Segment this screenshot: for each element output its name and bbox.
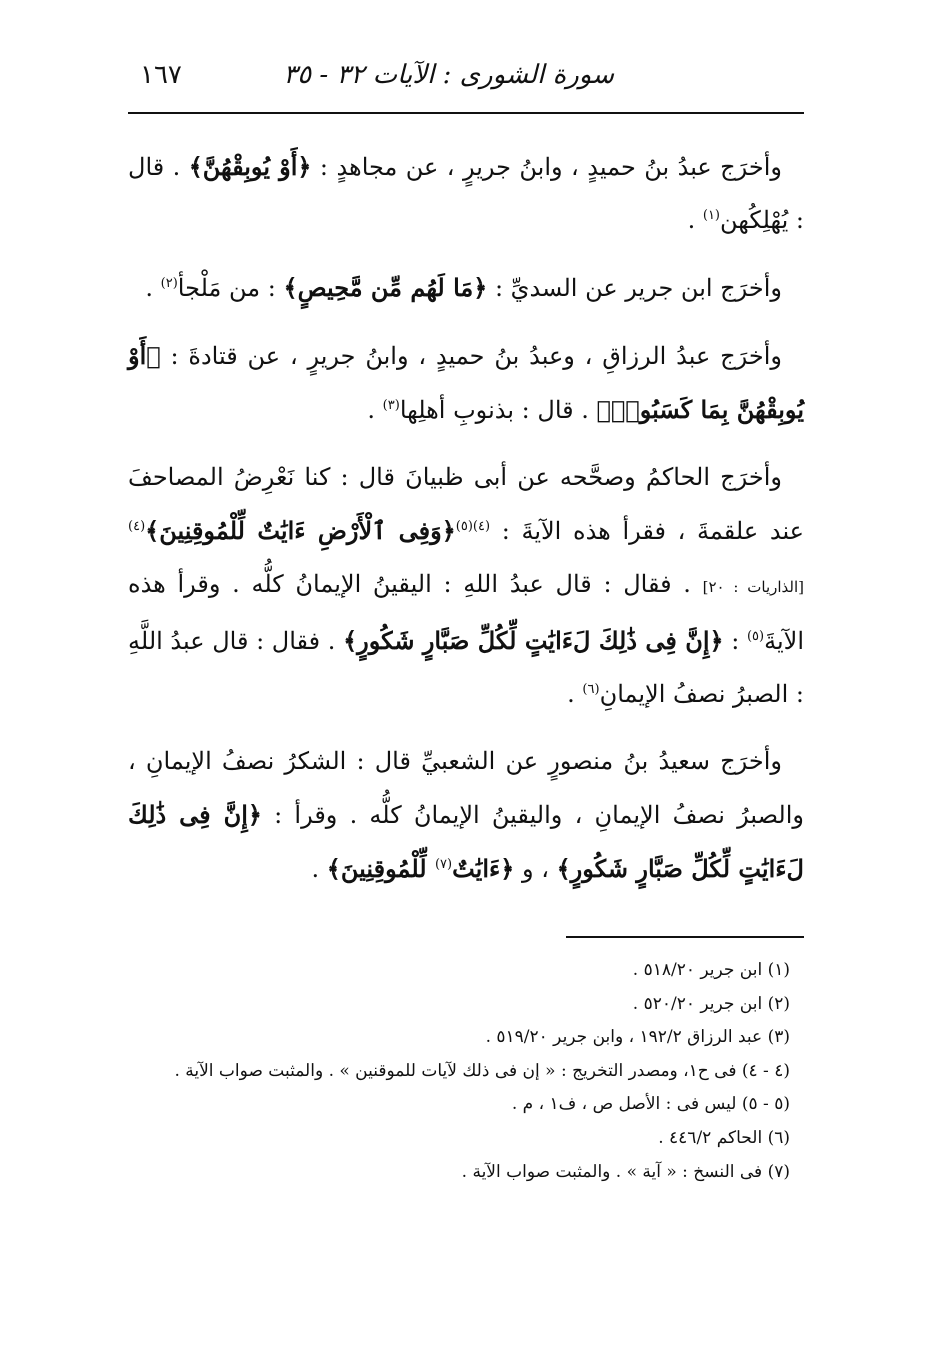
text-run: . bbox=[567, 680, 583, 708]
text-run: وأخرَج سعيدُ بنُ منصورٍ عن الشعبيِّ قال : الشكرُ نصفُ الإيمانِ ، والصبرُ نصفُ الإيمانِ ، واليقينُ الإيمانُ كلُّه . وقرأ : bbox=[128, 747, 804, 829]
footnote-5: (٥ - ٥) ليس فى : الأصل ص ، ف١ ، م . bbox=[511, 1094, 790, 1115]
text-run: وأخرَج الحاكمُ وصحَّحه عن أبى ظبيانَ قال : كنا نَعْرِضُ المصاحفَ عند علقمةَ ، فقرأ هذه الآيةَ : bbox=[128, 463, 805, 545]
text-run: : bbox=[723, 627, 747, 655]
footnote-1: (١) ابن جرير ٥١٨/٢٠ . bbox=[632, 960, 790, 980]
header-rule bbox=[128, 112, 804, 114]
text-run: . فقال : قال عبدُ اللهِ : اليقينُ الإيمانُ كلُّه . وقرأ هذه الآيةَ bbox=[128, 570, 805, 655]
footnote-marker: (٢) bbox=[160, 276, 178, 291]
footnote-rule bbox=[566, 936, 804, 938]
text-run: . فقال : قال عبدُ اللَّهِ : الصبرُ نصفُ الإيمانِ bbox=[128, 627, 804, 708]
text-run: وأخرَج عبدُ بنُ حميدٍ ، وابنُ جريرٍ ، عن مجاهدٍ : bbox=[311, 153, 783, 181]
text-run: . bbox=[687, 206, 703, 234]
text-run: . bbox=[367, 396, 383, 424]
footnote-7: (٧) فى النسخ : « آية » . والمثبت صواب الآية . bbox=[461, 1161, 790, 1182]
verse-reference: [الذاريات : ٢٠] bbox=[702, 578, 804, 596]
footnote-6: (٦) الحاكم ٤٤٦/٢ . bbox=[658, 1127, 790, 1148]
quran-quote: ﴿ءَايَٰتٌ bbox=[452, 854, 515, 883]
quran-quote: ﴿مَا لَهُم مِّن مَّحِيصٍ﴾ bbox=[283, 273, 488, 302]
quran-quote: ﴿أَوْ يُوبِقْهُنَّ بِمَا كَسَبُوا۟﴾ bbox=[128, 341, 804, 424]
footnote-marker: (٤) bbox=[128, 519, 146, 534]
text-run: وأخرَج عبدُ الرزاقِ ، وعبدُ بنُ حميدٍ ، وابنُ جريرٍ ، عن قتادةَ : bbox=[160, 342, 782, 370]
paragraph-2 bbox=[128, 261, 804, 315]
footnote-marker: (٧) bbox=[434, 857, 453, 872]
text-run: . bbox=[311, 855, 327, 883]
footnote-4: (٤ - ٤) فى ح١، ومصدر التخريج : « إن فى ذلك لآيات للموقنين » . والمثبت صواب الآية . bbox=[174, 1060, 790, 1081]
text-run: وأخرَج ابن جرير عن السديِّ : bbox=[487, 274, 782, 302]
quran-quote: ﴿إِنَّ فِى ذَٰلِكَ لَءَايَٰتٍ لِّكُلِّ صَبَّارٍ شَكُورٍ﴾ bbox=[343, 626, 724, 655]
footnote-marker: (٥) bbox=[455, 519, 473, 534]
footnote-marker: (٤) bbox=[472, 519, 491, 534]
running-header bbox=[128, 54, 804, 102]
page-number: ١٦٧ bbox=[140, 60, 182, 90]
paragraph-3 bbox=[128, 329, 804, 437]
quran-quote: ﴿وَفِى ٱلْأَرْضِ ءَايَٰتٌ لِّلْمُوقِنِينَ﴾ bbox=[145, 516, 456, 545]
quran-quote: ﴿أَوْ يُوبِقْهُنَّ﴾ bbox=[188, 152, 312, 181]
footnote-marker: (٣) bbox=[382, 398, 400, 413]
footnote-marker: (٥) bbox=[746, 629, 765, 644]
text-run: . قال : بذنوبِ أهلِها bbox=[399, 396, 597, 424]
paragraph-4 bbox=[128, 451, 804, 721]
quran-quote: ﴿إِنَّ فِى ذَٰلِكَ لَءَايَٰتٍ لِّكُلِّ صَبَّارٍ شَكُورٍ﴾ bbox=[128, 800, 804, 883]
quran-quote: لِّلْمُوقِنِينَ﴾ bbox=[326, 854, 435, 883]
text-run: : من مَلْجأ bbox=[177, 274, 284, 302]
header-title: سورة الشورى : الآيات ٣٢ - ٣٥ bbox=[283, 60, 614, 90]
body-text bbox=[128, 140, 804, 910]
footnotes bbox=[128, 954, 804, 1189]
paragraph-1 bbox=[128, 140, 804, 247]
footnote-marker: (٦) bbox=[582, 682, 600, 697]
paragraph-5 bbox=[128, 735, 804, 896]
footnote-marker: (١) bbox=[702, 208, 720, 223]
text-run: ، و bbox=[514, 855, 557, 883]
text-run: . قال : يُهْلِكُهن bbox=[128, 153, 804, 234]
footnote-2: (٢) ابن جرير ٥٢٠/٢٠ . bbox=[632, 993, 790, 1014]
text-run: . bbox=[145, 274, 161, 302]
footnote-3: (٣) عبد الرزاق ١٩٢/٢ ، وابن جرير ٥١٩/٢٠ . bbox=[485, 1027, 790, 1048]
